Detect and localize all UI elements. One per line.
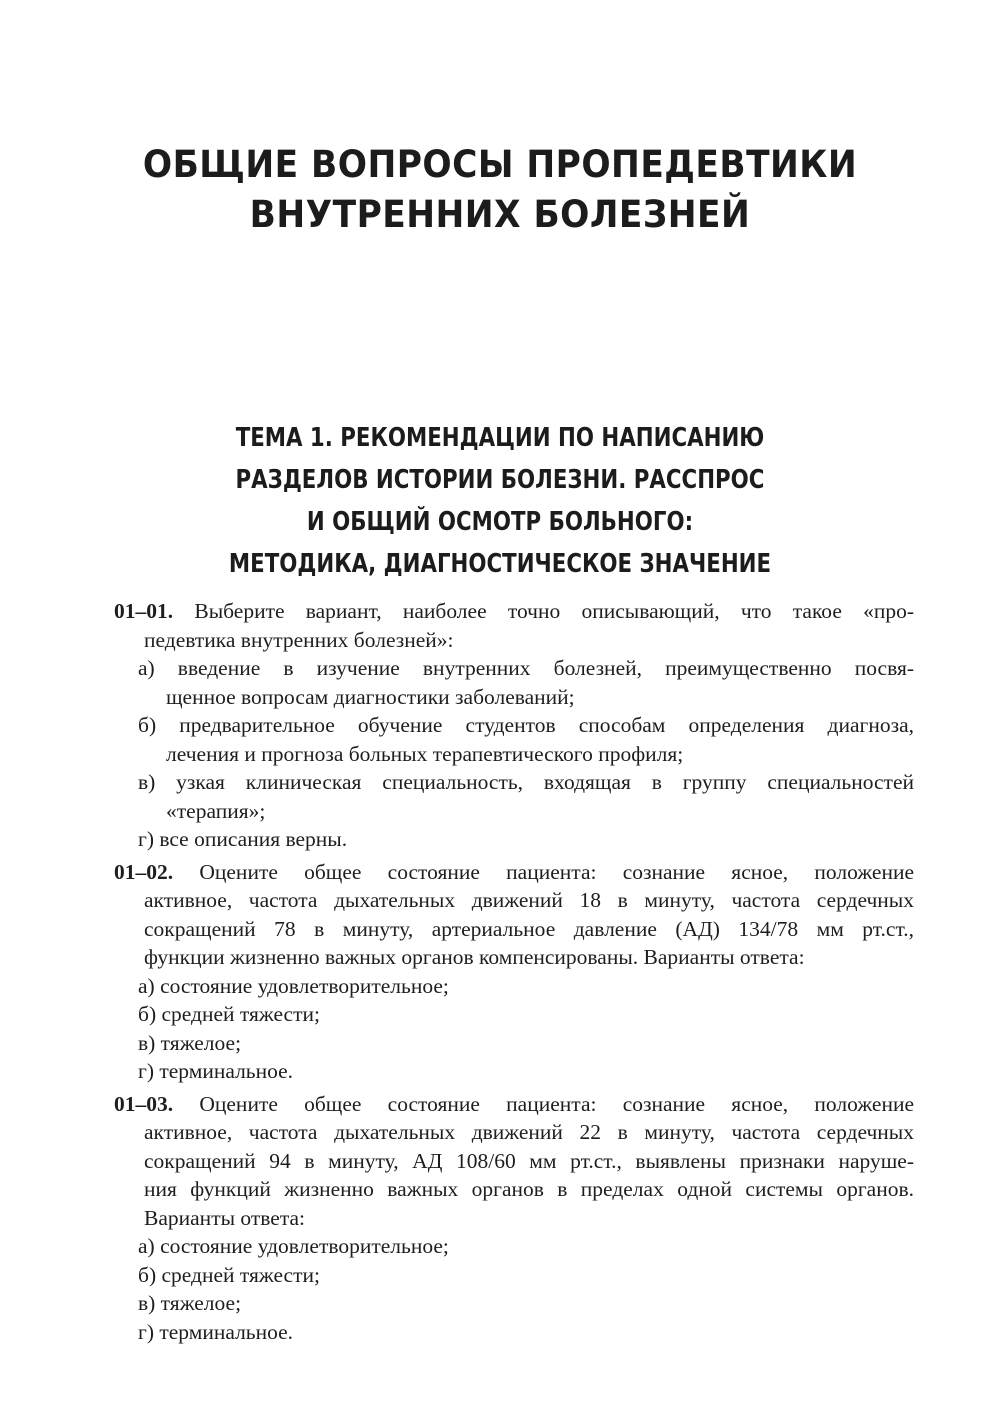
question-text: Оцените общее состояние пациента: сознание ясное, положение xyxy=(173,859,914,884)
topic-title xyxy=(90,417,910,585)
answer-option: г) все описания верны. xyxy=(138,827,348,851)
answer-option: г) терминальное. xyxy=(138,1319,294,1344)
question-text: Оцените общее состояние пациента: сознание ясное, положение xyxy=(173,1091,914,1116)
topic-title-line: МЕТОДИКА, ДИАГНОСТИЧЕСКОЕ ЗНАЧЕНИЕ xyxy=(228,549,772,579)
question-text-line: сокращений 78 в минуту, артериальное давление (АД) 134/78 мм рт.ст., xyxy=(144,916,914,941)
question-01-02 xyxy=(114,858,914,1086)
answer-option: г) терминальное. xyxy=(138,1059,294,1083)
answer-option-continuation: щенное вопросам диагностики заболеваний; xyxy=(166,684,575,709)
question-text-line xyxy=(114,1090,914,1119)
question-text-line xyxy=(114,858,914,887)
answer-option: в) тяжелое; xyxy=(138,1291,242,1315)
question-01-03 xyxy=(114,1090,914,1347)
question-01-01 xyxy=(114,597,914,854)
page-title-line: ОБЩИЕ ВОПРОСЫ ПРОПЕДЕВТИКИ xyxy=(142,143,858,186)
question-list xyxy=(114,597,914,1350)
question-text-line: сокращений 94 в минуту, АД 108/60 мм рт.ст., выявлены признаки наруше- xyxy=(144,1148,914,1173)
answer-option: б) средней тяжести; xyxy=(138,1262,320,1287)
question-number: 01–02. xyxy=(114,859,174,884)
page-title-line: ВНУТРЕННИХ БОЛЕЗНЕЙ xyxy=(249,193,751,236)
question-number: 01–03. xyxy=(114,1091,174,1116)
answer-option: а) состояние удовлетворительное; xyxy=(138,973,449,998)
answer-option: а) введение в изучение внутренних болезней, преимущественно посвя- xyxy=(138,656,914,680)
question-text-line: активное, частота дыхательных движений 22 в минуту, частота сердечных xyxy=(144,1120,914,1144)
answer-option: б) средней тяжести; xyxy=(138,1002,320,1026)
answer-option-continuation: «терапия»; xyxy=(166,798,266,823)
answer-option: в) узкая клиническая специальность, входящая в группу специальностей xyxy=(138,770,914,794)
question-text-line: функции жизненно важных органов компенсированы. Варианты ответа: xyxy=(144,945,805,969)
topic-title-line: ТЕМА 1. РЕКОМЕНДАЦИИ ПО НАПИСАНИЮ xyxy=(235,423,765,453)
answer-option: а) состояние удовлетворительное; xyxy=(138,1234,449,1258)
question-text-line: Варианты ответа: xyxy=(144,1205,306,1230)
topic-title-line: РАЗДЕЛОВ ИСТОРИИ БОЛЕЗНИ. РАССПРОС xyxy=(235,465,765,495)
page-title xyxy=(35,140,965,240)
question-text-line: педевтика внутренних болезней»: xyxy=(144,627,454,652)
question-text-line: активное, частота дыхательных движений 18 в минуту, частота сердечных xyxy=(144,888,914,912)
answer-option: в) тяжелое; xyxy=(138,1030,242,1055)
answer-option-continuation: лечения и прогноза больных терапевтического профиля; xyxy=(166,741,684,766)
question-text-line: ния функций жизненно важных органов в пределах одной системы органов. xyxy=(144,1177,914,1201)
question-text-line xyxy=(114,597,914,626)
question-number: 01–01. xyxy=(114,599,174,623)
question-text: Выберите вариант, наиболее точно описывающий, что такое «про- xyxy=(173,599,914,623)
answer-option: б) предварительное обучение студентов способам определения диагноза, xyxy=(138,713,914,737)
topic-title-line: И ОБЩИЙ ОСМОТР БОЛЬНОГО: xyxy=(306,507,694,537)
